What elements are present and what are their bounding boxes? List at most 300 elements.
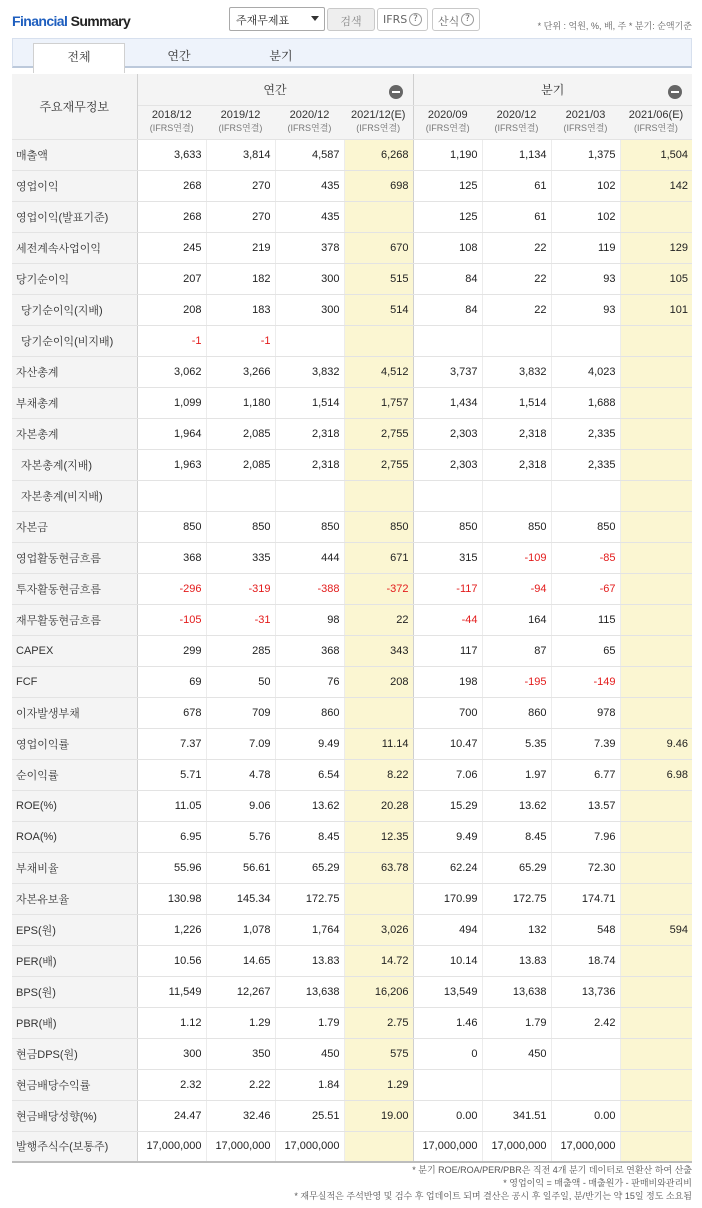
table-cell (620, 1007, 692, 1038)
table-cell: 3,814 (206, 139, 275, 170)
table-cell (620, 604, 692, 635)
table-cell: 13.62 (482, 790, 551, 821)
table-cell (206, 480, 275, 511)
table-cell (620, 635, 692, 666)
table-cell: 978 (551, 697, 620, 728)
table-cell: -67 (551, 573, 620, 604)
table-cell: 22 (482, 294, 551, 325)
table-row (12, 573, 692, 604)
table-cell: 1,078 (206, 914, 275, 945)
table-cell: 15.29 (413, 790, 482, 821)
table-cell (620, 356, 692, 387)
table-cell: 125 (413, 201, 482, 232)
table-cell: 335 (206, 542, 275, 573)
column-period: 2021/12(E) (351, 109, 406, 121)
table-cell: 172.75 (482, 883, 551, 914)
page-title (12, 13, 130, 29)
table-cell (344, 201, 413, 232)
table-cell: 4,512 (344, 356, 413, 387)
table-cell: 270 (206, 201, 275, 232)
table-cell: 72.30 (551, 852, 620, 883)
table-row (12, 418, 692, 449)
row-label: 자본총계(비지배) (12, 480, 137, 511)
table-row (12, 1038, 692, 1069)
table-cell: 850 (413, 511, 482, 542)
table-cell: -85 (551, 542, 620, 573)
table-cell: 13.83 (275, 945, 344, 976)
table-row (12, 914, 692, 945)
column-header (413, 105, 482, 139)
table-cell: 22 (344, 604, 413, 635)
table-cell: 69 (137, 666, 206, 697)
table-cell: 93 (551, 294, 620, 325)
table-cell: 119 (551, 232, 620, 263)
table-cell: 9.06 (206, 790, 275, 821)
table-cell: 709 (206, 697, 275, 728)
row-label: 영업활동현금흐름 (12, 542, 137, 573)
table-cell: 13.83 (482, 945, 551, 976)
table-cell (482, 325, 551, 356)
column-period: 2021/03 (565, 109, 606, 121)
table-cell: 2,755 (344, 449, 413, 480)
column-basis: (IFRS연결) (218, 123, 263, 133)
table-cell: 2,318 (482, 449, 551, 480)
table-row (12, 945, 692, 976)
annual-group-header (137, 74, 413, 105)
table-cell: 10.14 (413, 945, 482, 976)
table-cell: 4,587 (275, 139, 344, 170)
column-header (620, 105, 692, 139)
table-cell: 435 (275, 170, 344, 201)
table-cell: 850 (344, 511, 413, 542)
table-cell: 14.72 (344, 945, 413, 976)
table-row (12, 542, 692, 573)
row-label: 현금배당성향(%) (12, 1100, 137, 1131)
table-cell: 245 (137, 232, 206, 263)
table-cell: 170.99 (413, 883, 482, 914)
footnote: * 영업이익 = 매출액 - 매출원가 - 판매비와관리비 (503, 1178, 692, 1188)
table-cell (620, 387, 692, 418)
table-cell: 76 (275, 666, 344, 697)
footnote: * 분기 ROE/ROA/PER/PBR은 직전 4개 분기 데이터로 연환산 하여 산출 (412, 1165, 692, 1175)
table-cell: 444 (275, 542, 344, 573)
page-title-part2: Summary (70, 13, 131, 29)
row-label: CAPEX (12, 635, 137, 666)
table-cell: 6.54 (275, 759, 344, 790)
table-cell: 65.29 (275, 852, 344, 883)
row-label: 당기순이익 (12, 263, 137, 294)
table-cell: 7.96 (551, 821, 620, 852)
table-cell: 341.51 (482, 1100, 551, 1131)
table-cell: 84 (413, 263, 482, 294)
table-cell: 8.45 (482, 821, 551, 852)
table-cell (344, 480, 413, 511)
table-cell: -44 (413, 604, 482, 635)
table-cell: 850 (275, 511, 344, 542)
table-cell: 2,085 (206, 418, 275, 449)
table-cell: 132 (482, 914, 551, 945)
table-cell: 182 (206, 263, 275, 294)
table-cell (620, 511, 692, 542)
table-cell: 1.79 (482, 1007, 551, 1038)
table-cell: 2,303 (413, 449, 482, 480)
table-cell: 32.46 (206, 1100, 275, 1131)
table-cell: 62.24 (413, 852, 482, 883)
table-cell: 2.42 (551, 1007, 620, 1038)
table-cell (275, 480, 344, 511)
table-cell: 1,504 (620, 139, 692, 170)
help-icon: ? (461, 13, 474, 26)
row-label: 매출액 (12, 139, 137, 170)
table-cell: 1.29 (344, 1069, 413, 1100)
column-basis: (IFRS연결) (494, 123, 539, 133)
table-cell (620, 449, 692, 480)
table-cell: 12.35 (344, 821, 413, 852)
ifrs-label: IFRS (383, 13, 408, 26)
table-cell: 55.96 (137, 852, 206, 883)
table-cell: 24.47 (137, 1100, 206, 1131)
table-cell: 300 (137, 1038, 206, 1069)
ifrs-help-button[interactable] (377, 8, 428, 31)
table-cell: 1.79 (275, 1007, 344, 1038)
table-cell: 860 (275, 697, 344, 728)
table-cell (620, 697, 692, 728)
table-cell: 300 (275, 294, 344, 325)
table-cell: 56.61 (206, 852, 275, 883)
table-cell: 174.71 (551, 883, 620, 914)
table-cell: 4.78 (206, 759, 275, 790)
table-cell: 105 (620, 263, 692, 294)
table-row (12, 883, 692, 914)
chevron-down-icon (311, 16, 319, 21)
table-cell: 2,755 (344, 418, 413, 449)
table-row (12, 821, 692, 852)
table-cell: 1,434 (413, 387, 482, 418)
table-cell: 145.34 (206, 883, 275, 914)
table-cell: 450 (482, 1038, 551, 1069)
table-cell: 11.14 (344, 728, 413, 759)
row-label: 자본금 (12, 511, 137, 542)
table-cell: 63.78 (344, 852, 413, 883)
statement-type-select[interactable] (229, 7, 325, 31)
table-cell (620, 573, 692, 604)
table-cell: 22 (482, 263, 551, 294)
table-cell: 5.35 (482, 728, 551, 759)
table-cell: 2.22 (206, 1069, 275, 1100)
table-row (12, 294, 692, 325)
table-cell: 270 (206, 170, 275, 201)
column-basis: (IFRS연결) (425, 123, 470, 133)
table-cell: -388 (275, 573, 344, 604)
table-cell: 1,190 (413, 139, 482, 170)
page-title-part1: Financial (12, 13, 68, 29)
table-cell (413, 480, 482, 511)
table-row (12, 232, 692, 263)
table-cell: 0.00 (551, 1100, 620, 1131)
tab-bar (12, 38, 692, 68)
table-cell: 17,000,000 (206, 1131, 275, 1162)
table-row (12, 201, 692, 232)
table-cell: 268 (137, 170, 206, 201)
table-cell: 515 (344, 263, 413, 294)
table-cell: 368 (137, 542, 206, 573)
table-cell: 61 (482, 201, 551, 232)
table-cell: 850 (206, 511, 275, 542)
table-cell: 13,549 (413, 976, 482, 1007)
table-cell (344, 883, 413, 914)
table-cell: 1,688 (551, 387, 620, 418)
table-cell: 22 (482, 232, 551, 263)
table-cell (620, 1100, 692, 1131)
table-row (12, 790, 692, 821)
table-cell: 300 (275, 263, 344, 294)
table-cell: 4,023 (551, 356, 620, 387)
table-cell: -31 (206, 604, 275, 635)
table-cell: 2,085 (206, 449, 275, 480)
table-row (12, 170, 692, 201)
table-cell: 1,964 (137, 418, 206, 449)
table-row (12, 666, 692, 697)
row-label: 투자활동현금흐름 (12, 573, 137, 604)
table-row (12, 139, 692, 170)
table-cell: 1,764 (275, 914, 344, 945)
search-button[interactable]: 검색 (327, 8, 375, 31)
row-label: 영업이익 (12, 170, 137, 201)
row-label: 세전계속사업이익 (12, 232, 137, 263)
table-row (12, 1131, 692, 1162)
table-cell: 207 (137, 263, 206, 294)
table-cell (551, 1038, 620, 1069)
table-row (12, 852, 692, 883)
row-label: 당기순이익(비지배) (12, 325, 137, 356)
table-body (12, 139, 692, 1162)
column-period: 2018/12 (151, 109, 192, 121)
table-cell: -195 (482, 666, 551, 697)
table-cell: 16,206 (344, 976, 413, 1007)
table-cell: 1,514 (275, 387, 344, 418)
table-cell: 129 (620, 232, 692, 263)
row-label: 재무활동현금흐름 (12, 604, 137, 635)
column-header (206, 105, 275, 139)
table-cell (344, 325, 413, 356)
column-basis: (IFRS연결) (563, 123, 608, 133)
tab-all[interactable]: 전체 (33, 43, 125, 73)
table-cell (620, 790, 692, 821)
table-cell: 19.00 (344, 1100, 413, 1131)
table-cell (344, 697, 413, 728)
table-cell: 84 (413, 294, 482, 325)
table-cell: 2,303 (413, 418, 482, 449)
row-label: 영업이익(발표기준) (12, 201, 137, 232)
column-basis: (IFRS연결) (149, 123, 194, 133)
table-cell: 9.49 (413, 821, 482, 852)
table-cell: 1,963 (137, 449, 206, 480)
table-cell: 13,638 (275, 976, 344, 1007)
table-cell: 548 (551, 914, 620, 945)
table-cell: 285 (206, 635, 275, 666)
row-label: 부채총계 (12, 387, 137, 418)
column-period: 2021/06(E) (628, 109, 684, 121)
table-cell (620, 821, 692, 852)
table-cell: 219 (206, 232, 275, 263)
table-cell: 13,736 (551, 976, 620, 1007)
row-label: 자본총계 (12, 418, 137, 449)
table-cell: 125 (413, 170, 482, 201)
table-cell: 7.06 (413, 759, 482, 790)
table-cell: 102 (551, 201, 620, 232)
table-cell (620, 418, 692, 449)
table-cell: 8.22 (344, 759, 413, 790)
table-cell: 0.00 (413, 1100, 482, 1131)
formula-help-button[interactable] (432, 8, 480, 31)
column-period: 2020/12 (289, 109, 330, 121)
table-cell: 115 (551, 604, 620, 635)
table-cell: 0 (413, 1038, 482, 1069)
column-period: 2019/12 (220, 109, 261, 121)
table-cell: 2,318 (482, 418, 551, 449)
table-cell (413, 325, 482, 356)
collapse-annual-icon[interactable] (389, 85, 403, 99)
table-cell: 1.46 (413, 1007, 482, 1038)
table-cell: 594 (620, 914, 692, 945)
table-cell: 65 (551, 635, 620, 666)
row-label: 자본총계(지배) (12, 449, 137, 480)
column-header (344, 105, 413, 139)
quarter-group-header (413, 74, 692, 105)
tab-annual[interactable]: 연간 (167, 49, 191, 63)
table-cell: 678 (137, 697, 206, 728)
table-cell (620, 852, 692, 883)
table-cell: 61 (482, 170, 551, 201)
table-cell: 13.57 (551, 790, 620, 821)
table-cell: 435 (275, 201, 344, 232)
table-cell: -1 (137, 325, 206, 356)
table-cell: 1.29 (206, 1007, 275, 1038)
table-cell: 315 (413, 542, 482, 573)
table-cell: 17,000,000 (137, 1131, 206, 1162)
footnote: * 재무실적은 주석반영 및 검수 후 업데이트 되며 결산은 공시 후 일주일, 분/반기는 약 15일 정도 소요됨 (294, 1191, 692, 1201)
table-cell: 700 (413, 697, 482, 728)
table-cell: 198 (413, 666, 482, 697)
table-cell: 450 (275, 1038, 344, 1069)
table-cell: 9.46 (620, 728, 692, 759)
table-cell (620, 480, 692, 511)
row-label: ROA(%) (12, 821, 137, 852)
table-cell: 6.95 (137, 821, 206, 852)
table-row (12, 356, 692, 387)
row-label: EPS(원) (12, 914, 137, 945)
table-cell: 3,832 (275, 356, 344, 387)
table-row (12, 697, 692, 728)
table-cell: 7.39 (551, 728, 620, 759)
table-cell: 850 (551, 511, 620, 542)
row-label: 이자발생부채 (12, 697, 137, 728)
table-row (12, 449, 692, 480)
table-cell: 378 (275, 232, 344, 263)
row-label: 현금배당수익률 (12, 1069, 137, 1100)
row-label: PER(배) (12, 945, 137, 976)
table-cell (620, 1131, 692, 1162)
footnotes (2, 1164, 692, 1203)
table-cell: -296 (137, 573, 206, 604)
row-label: 부채비율 (12, 852, 137, 883)
table-cell: 3,266 (206, 356, 275, 387)
table-row (12, 387, 692, 418)
table-row (12, 1100, 692, 1131)
table-cell (413, 1069, 482, 1100)
table-cell: 17,000,000 (413, 1131, 482, 1162)
table-cell: 98 (275, 604, 344, 635)
table-cell: 10.47 (413, 728, 482, 759)
row-label: 당기순이익(지배) (12, 294, 137, 325)
table-row (12, 759, 692, 790)
tab-quarterly[interactable]: 분기 (269, 49, 293, 63)
table-cell: 11.05 (137, 790, 206, 821)
table-cell: 6,268 (344, 139, 413, 170)
table-cell: -149 (551, 666, 620, 697)
row-label: 자산총계 (12, 356, 137, 387)
table-cell: 12,267 (206, 976, 275, 1007)
column-period: 2020/09 (427, 109, 468, 121)
table-cell: 5.76 (206, 821, 275, 852)
table-cell (620, 201, 692, 232)
table-cell: 117 (413, 635, 482, 666)
table-cell: 670 (344, 232, 413, 263)
table-cell (620, 325, 692, 356)
table-cell: 102 (551, 170, 620, 201)
corner-header: 주요재무정보 (12, 74, 137, 139)
table-cell: 183 (206, 294, 275, 325)
table-cell: 3,633 (137, 139, 206, 170)
table-cell (620, 883, 692, 914)
table-cell: -372 (344, 573, 413, 604)
table-row (12, 728, 692, 759)
row-label: BPS(원) (12, 976, 137, 1007)
annual-group-label: 연간 (263, 82, 287, 97)
table-cell: 1,375 (551, 139, 620, 170)
table-row (12, 1069, 692, 1100)
table-cell (275, 325, 344, 356)
table-cell: 7.09 (206, 728, 275, 759)
table-cell: 1.97 (482, 759, 551, 790)
row-label: 발행주식수(보통주) (12, 1131, 137, 1162)
column-basis: (IFRS연결) (287, 123, 332, 133)
table-cell: 2,318 (275, 449, 344, 480)
table-cell: 1,757 (344, 387, 413, 418)
table-cell: 2.75 (344, 1007, 413, 1038)
table-cell: 514 (344, 294, 413, 325)
table-cell: 3,737 (413, 356, 482, 387)
collapse-quarter-icon[interactable] (668, 85, 682, 99)
table-row (12, 325, 692, 356)
table-cell: 101 (620, 294, 692, 325)
table-cell (620, 542, 692, 573)
quarter-group-label: 분기 (541, 82, 565, 97)
table-cell (551, 480, 620, 511)
column-basis: (IFRS연결) (356, 123, 401, 133)
table-row (12, 635, 692, 666)
table-cell (482, 480, 551, 511)
table-cell: 18.74 (551, 945, 620, 976)
table-cell: 3,062 (137, 356, 206, 387)
table-cell: -109 (482, 542, 551, 573)
table-cell: 3,026 (344, 914, 413, 945)
table-cell: 2,318 (275, 418, 344, 449)
table-cell (620, 976, 692, 1007)
table-cell: 1,226 (137, 914, 206, 945)
table-cell: 6.98 (620, 759, 692, 790)
table-row (12, 480, 692, 511)
